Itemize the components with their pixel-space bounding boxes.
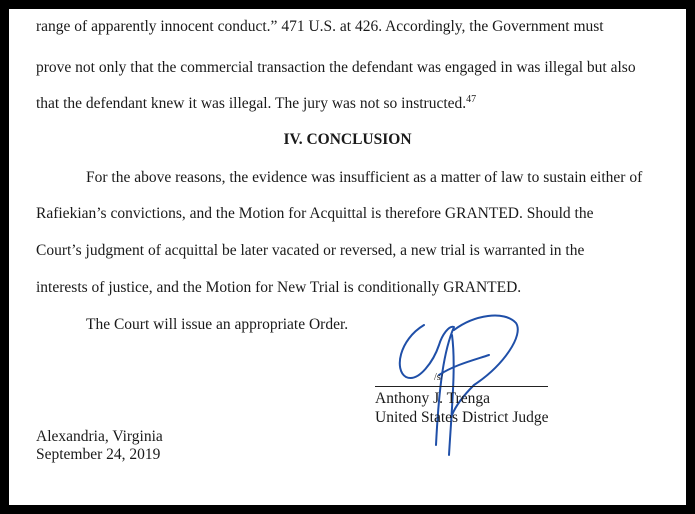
date: September 24, 2019 bbox=[36, 446, 161, 463]
signer-name: Anthony J. Trenga bbox=[375, 390, 490, 407]
conclusion-line-4: interests of justice, and the Motion for New Trial is conditionally GRANTED. bbox=[36, 279, 522, 296]
body-line-3 bbox=[36, 94, 476, 113]
signer-title: United States District Judge bbox=[375, 409, 549, 426]
body-line-3-text: that the defendant knew it was illegal. The jury was not so instructed. bbox=[36, 95, 467, 112]
body-line-1: range of apparently innocent conduct.” 471 U.S. at 426. Accordingly, the Government must bbox=[36, 18, 604, 35]
section-heading: IV. CONCLUSION bbox=[283, 131, 412, 148]
conclusion-line-1: For the above reasons, the evidence was insufficient as a matter of law to sustain either of bbox=[86, 169, 643, 186]
conclusion-line-3: Court’s judgment of acquittal be later vacated or reversed, a new trial is warranted in the bbox=[36, 242, 585, 259]
electronic-signature-mark: /s/ bbox=[434, 372, 444, 383]
location: Alexandria, Virginia bbox=[36, 428, 163, 445]
order-line: The Court will issue an appropriate Order. bbox=[86, 316, 349, 333]
body-line-2: prove not only that the commercial transaction the defendant was engaged in was illegal but also bbox=[36, 59, 636, 76]
footnote-reference: 47 bbox=[466, 94, 477, 105]
document-page bbox=[9, 9, 686, 505]
conclusion-line-2: Rafiekian’s convictions, and the Motion for Acquittal is therefore GRANTED. Should the bbox=[36, 205, 594, 222]
signature-rule bbox=[375, 386, 548, 387]
handwritten-signature bbox=[394, 305, 524, 465]
